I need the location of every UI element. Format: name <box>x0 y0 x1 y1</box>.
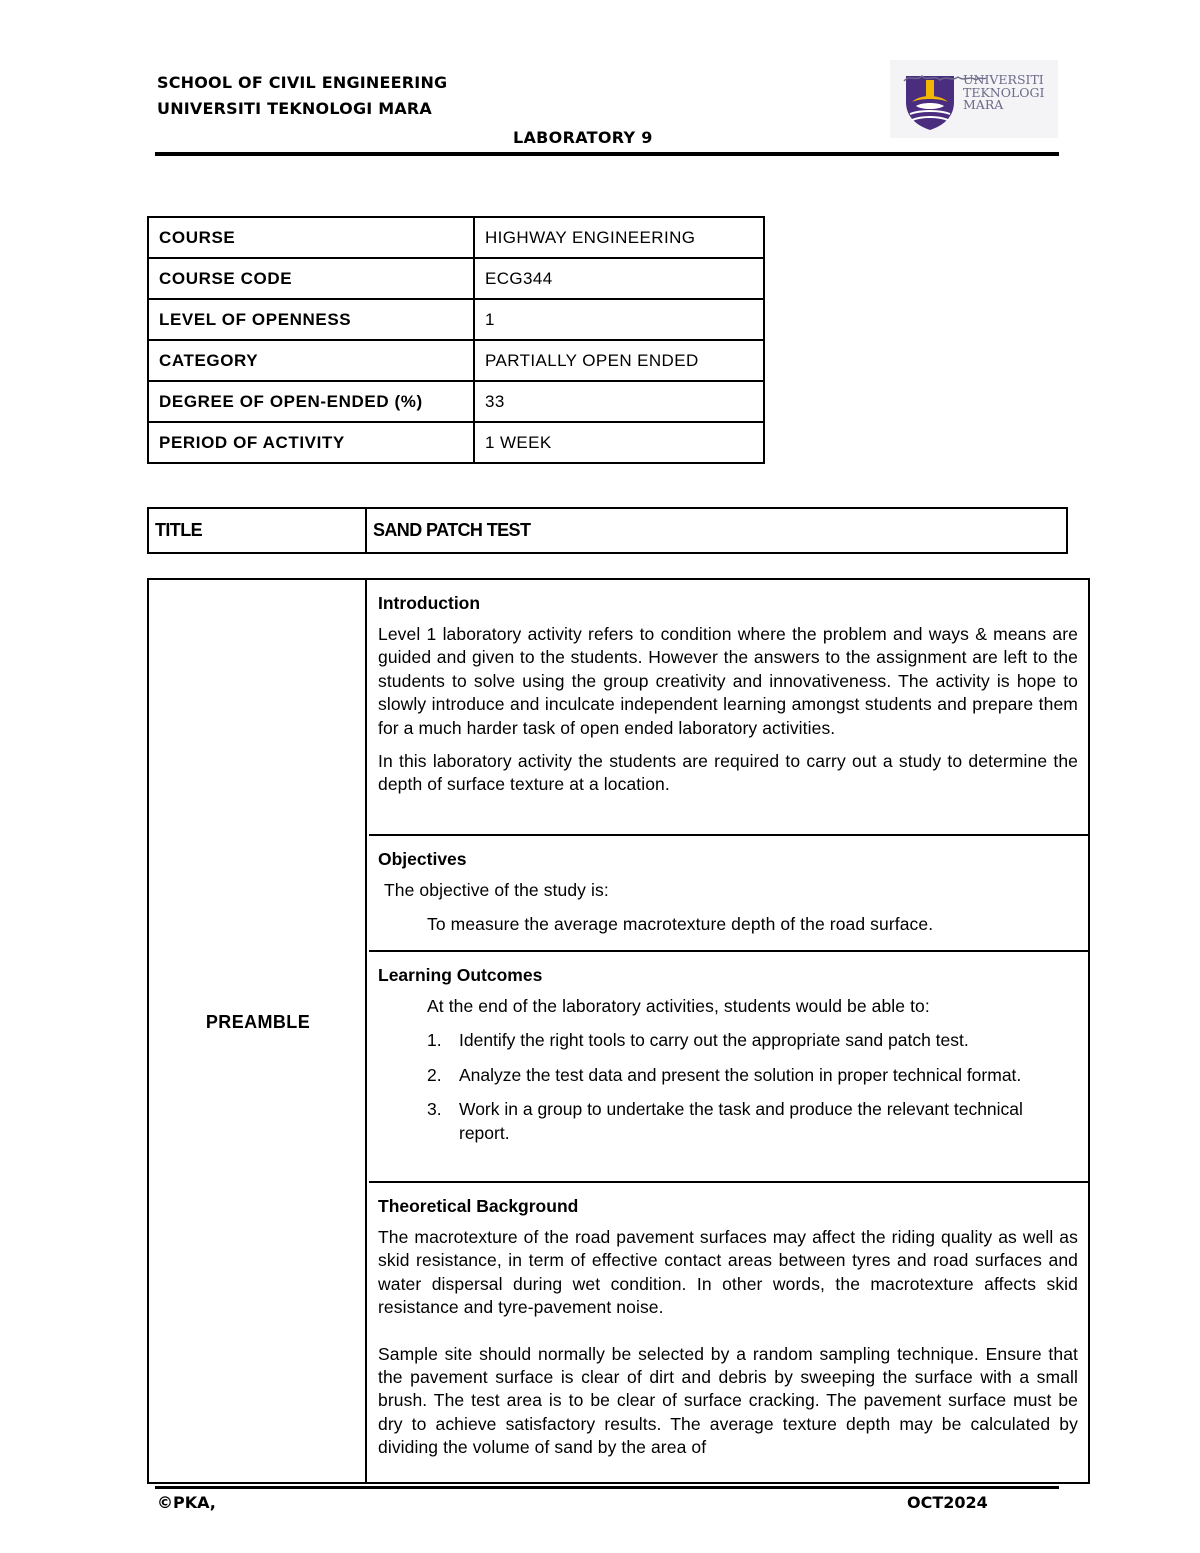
list-text: Analyze the test data and present the solution in proper technical format. <box>459 1064 1022 1085</box>
title-key: TITLE <box>148 508 366 553</box>
list-number: 2. <box>427 1064 442 1085</box>
header-divider <box>155 152 1059 156</box>
list-text: Identify the right tools to carry out the appropriate sand patch test. <box>459 1030 969 1051</box>
list-item <box>378 1098 1078 1145</box>
info-value: PARTIALLY OPEN ENDED <box>474 340 764 381</box>
preamble-label: PREAMBLE <box>205 1012 311 1032</box>
uitm-logo <box>890 60 1058 138</box>
section-heading: Theoretical Background <box>378 1196 579 1216</box>
table-row <box>148 340 764 381</box>
paragraph: Sample site should normally be selected by a random sampling technique. Ensure that the pavement surface is clear of dirt and debris by sweeping the surface with a small brush. The test area is to be clear of surface cracking. The pavement surface must be dry to achieve satisfactory results. The average texture depth may be calculated by dividing the volume of sand by the area of <box>378 1343 1078 1458</box>
paragraph: In this laboratory activity the students are required to carry out a study to determine the depth of surface texture at a location. <box>378 751 1078 795</box>
info-key: LEVEL OF OPENNESS <box>148 299 474 340</box>
university-name: UNIVERSITI TEKNOLOGI MARA <box>157 99 433 118</box>
footer-divider <box>155 1486 1059 1489</box>
preamble-label-cell <box>149 580 367 1484</box>
theoretical-background-section <box>369 1183 1088 1483</box>
table-row <box>148 217 764 258</box>
logo-word: UNIVERSITI <box>963 72 1044 87</box>
info-key: PERIOD OF ACTIVITY <box>148 422 474 463</box>
info-key: DEGREE OF OPEN-ENDED (%) <box>148 381 474 422</box>
info-key: CATEGORY <box>148 340 474 381</box>
info-value: HIGHWAY ENGINEERING <box>474 217 764 258</box>
school-name: SCHOOL OF CIVIL ENGINEERING <box>157 73 448 92</box>
section-heading: Objectives <box>378 849 467 869</box>
objectives-section <box>369 836 1088 952</box>
learning-outcomes-section <box>369 952 1088 1183</box>
title-value: SAND PATCH TEST <box>366 508 1067 553</box>
list-item <box>378 1029 1078 1052</box>
objective-item: To measure the average macrotexture depth of the road surface. <box>427 914 934 935</box>
preamble-table <box>147 578 1090 1484</box>
paragraph: Level 1 laboratory activity refers to condition where the problem and ways & means are guided and given to the students. However the answers to the assignment are left to the students to solve using the group creativity and innovativeness. The activity is hope to slowly introduce and inculcate independent learning amongst students and prepare them for a much harder task of open ended laboratory activities. <box>378 624 1078 738</box>
section-heading: Learning Outcomes <box>378 965 543 985</box>
info-value: 1 WEEK <box>474 422 764 463</box>
table-row <box>148 381 764 422</box>
title-table <box>147 507 1068 554</box>
introduction-section <box>369 580 1088 836</box>
logo-word: MARA <box>963 97 1004 112</box>
info-value: 1 <box>474 299 764 340</box>
footer-copyright: ©PKA, <box>157 1493 216 1512</box>
table-row <box>148 258 764 299</box>
paragraph: At the end of the laboratory activities, students would be able to: <box>427 996 930 1016</box>
table-row <box>148 299 764 340</box>
course-info-table <box>147 216 765 464</box>
section-heading: Introduction <box>378 593 481 613</box>
info-key: COURSE CODE <box>148 258 474 299</box>
footer-date: OCT2024 <box>907 1493 988 1512</box>
table-row <box>148 422 764 463</box>
list-text: Work in a group to undertake the task and produce the relevant technical report. <box>459 1099 1023 1143</box>
list-number: 1. <box>427 1030 442 1051</box>
info-value: ECG344 <box>474 258 764 299</box>
info-key: COURSE <box>148 217 474 258</box>
table-row <box>148 508 1067 553</box>
laboratory-number: LABORATORY 9 <box>513 128 653 147</box>
info-value: 33 <box>474 381 764 422</box>
paragraph: The macrotexture of the road pavement surfaces may affect the riding quality as well as skid resistance, in term of effective contact areas between tyres and road surfaces and water dispersal during wet condition. In other words, the macrotexture affects skid resistance and tyre-pavement noise. <box>378 1227 1078 1318</box>
logo-wordmark <box>963 74 1044 112</box>
logo-word: TEKNOLOGI <box>963 84 1045 100</box>
preamble-content-cell <box>369 580 1088 1483</box>
paragraph: The objective of the study is: <box>384 880 609 900</box>
list-number: 3. <box>427 1099 442 1120</box>
list-item <box>378 1064 1078 1087</box>
